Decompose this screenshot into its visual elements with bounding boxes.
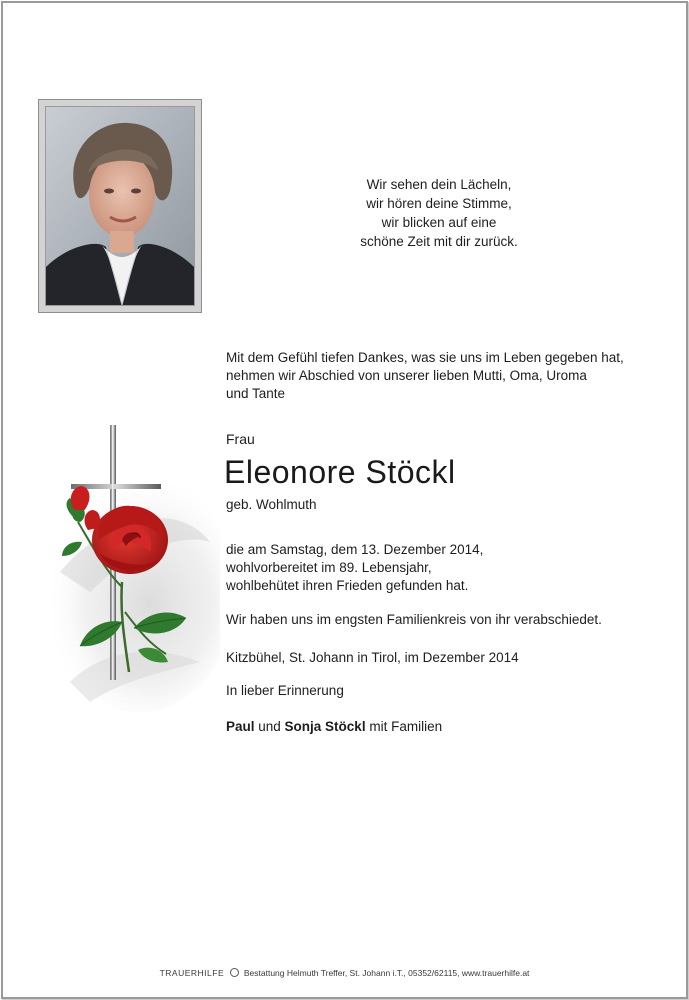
place-date: Kitzbühel, St. Johann in Tirol, im Dezember 2014 bbox=[226, 650, 519, 665]
mourner-name: Sonja Stöckl bbox=[284, 719, 366, 734]
memory-line: In lieber Erinnerung bbox=[226, 683, 344, 698]
intro-line: und Tante bbox=[226, 386, 286, 401]
farewell-note: Wir haben uns im engsten Familienkreis von ihr verabschiedet. bbox=[226, 612, 602, 627]
death-details bbox=[226, 541, 666, 595]
salutation: Frau bbox=[226, 431, 255, 447]
birth-name: geb. Wohlmuth bbox=[226, 497, 317, 512]
poem-line: wir hören deine Stimme, bbox=[366, 196, 512, 211]
details-line: wohlvorbereitet im 89. Lebensjahr, bbox=[226, 560, 432, 575]
footer-brand: TRAUERHILFE bbox=[159, 968, 225, 978]
cross-with-red-roses bbox=[30, 422, 220, 712]
poem-line: wir blicken auf eine bbox=[381, 215, 497, 230]
portrait-photo bbox=[45, 106, 195, 306]
footer-text: Bestattung Helmuth Treffer, St. Johann i.T., 05352/62115, www.trauerhilfe.at bbox=[243, 968, 530, 978]
mourners-suffix: mit Familien bbox=[365, 719, 443, 734]
connector: und bbox=[254, 719, 285, 734]
intro-line: Mit dem Gefühl tiefen Dankes, was sie uns im Leben gegeben hat, bbox=[226, 350, 624, 365]
details-line: die am Samstag, dem 13. Dezember 2014, bbox=[226, 542, 484, 557]
intro-line: nehmen wir Abschied von unserer lieben Mutti, Oma, Uroma bbox=[226, 368, 587, 383]
details-line: wohlbehütet ihren Frieden gefunden hat. bbox=[226, 578, 469, 593]
intro-text bbox=[226, 349, 666, 403]
poem-line: schöne Zeit mit dir zurück. bbox=[360, 234, 518, 249]
mourner-name: Paul bbox=[226, 719, 255, 734]
poem-line: Wir sehen dein Lächeln, bbox=[366, 177, 512, 192]
portrait-frame bbox=[38, 99, 202, 313]
footer bbox=[0, 968, 689, 978]
trauerhilfe-logo-icon bbox=[230, 968, 239, 977]
mourners bbox=[226, 719, 442, 734]
poem bbox=[300, 175, 578, 251]
deceased-name: Eleonore Stöckl bbox=[224, 454, 456, 490]
